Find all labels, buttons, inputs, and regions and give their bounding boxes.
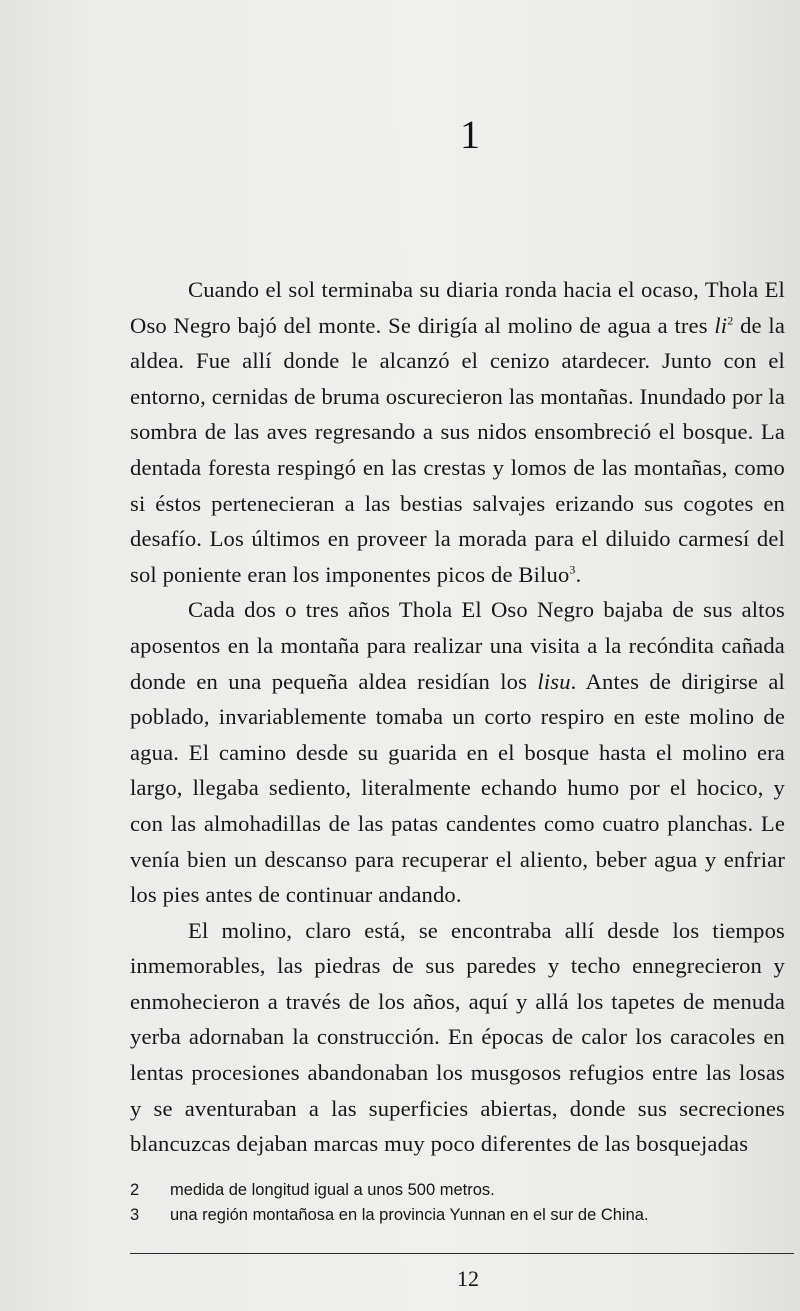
footnote-3-number: 3 xyxy=(130,1206,140,1224)
paragraph-2-text-2: . Antes de dirigirse al poblado, invariablemente tomaba un corto respiro en este molino de agua. El camino desde su guarida en el bosque hasta el molino era largo, llegaba sediento, literalmente echando humo por el hocico, y con las almohadillas de las patas candentes como cuatro planchas. Le venía bien un descanso para recuperar el aliento, beber agua y enfriar los pies antes de continuar andando. xyxy=(130,668,785,908)
page-number: 12 xyxy=(457,1266,479,1291)
paragraph-1 xyxy=(130,272,785,592)
footnote-2-number: 2 xyxy=(130,1181,140,1199)
footnote-3-text: una región montañosa en la provincia Yunnan en el sur de China. xyxy=(170,1206,649,1224)
paragraph-1-text-3: . xyxy=(575,561,582,587)
paragraph-2 xyxy=(130,592,785,912)
footnote-ref-2: 2 xyxy=(727,313,734,328)
footnotes xyxy=(130,1178,780,1228)
footnote-3 xyxy=(130,1203,780,1228)
paragraph-2-italic-lisu: lisu xyxy=(537,668,571,694)
paragraph-2-text-1: Cada dos o tres años Thola El Oso Negro bajaba de sus altos aposentos en la montaña para realizar una visita a la recóndita cañada donde en una pequeña aldea residían los xyxy=(130,597,785,694)
footnote-ref-3: 3 xyxy=(569,562,576,577)
chapter-number: 1 xyxy=(460,112,480,157)
footnote-2 xyxy=(130,1178,780,1203)
footnote-2-text: medida de longitud igual a unos 500 metros. xyxy=(170,1181,495,1199)
paragraph-3 xyxy=(130,913,785,1162)
paragraph-1-text-1: Cuando el sol terminaba su diaria ronda hacia el ocaso, Thola El Oso Negro bajó del monte. Se dirigía al molino de agua a tres xyxy=(130,277,785,338)
paragraph-3-text-1: El molino, claro está, se encontraba allí desde los tiempos inmemorables, las piedras de sus paredes y techo ennegrecieron y enmohecieron a través de los años, aquí y allá los tapetes de menuda yerba adornaban la construcción. En épocas de calor los caracoles en lentas procesiones abandonaban los musgosos refugios entre las losas y se aventuraban a las superficies abiertas, donde sus secreciones blancuzcas dejaban marcas muy poco diferentes de las bosquejadas xyxy=(130,917,785,1157)
paragraph-1-text-2: de la aldea. Fue allí donde le alcanzó el cenizo atardecer. Junto con el entorno, cernidas de bruma oscurecieron las montañas. Inundado por la sombra de las aves regresando a sus nidos ensombreció el bosque. La dentada foresta respingó en las crestas y lomos de las montañas, como si éstos pertenecieran a las bestias salvajes erizando sus cogotes en desafío. Los últimos en proveer la morada para el diluido carmesí del sol poniente eran los imponentes picos de Biluo xyxy=(130,312,786,587)
footer-rule xyxy=(130,1253,794,1254)
paragraph-1-italic-li: li xyxy=(714,312,728,338)
body-text xyxy=(130,272,785,1162)
